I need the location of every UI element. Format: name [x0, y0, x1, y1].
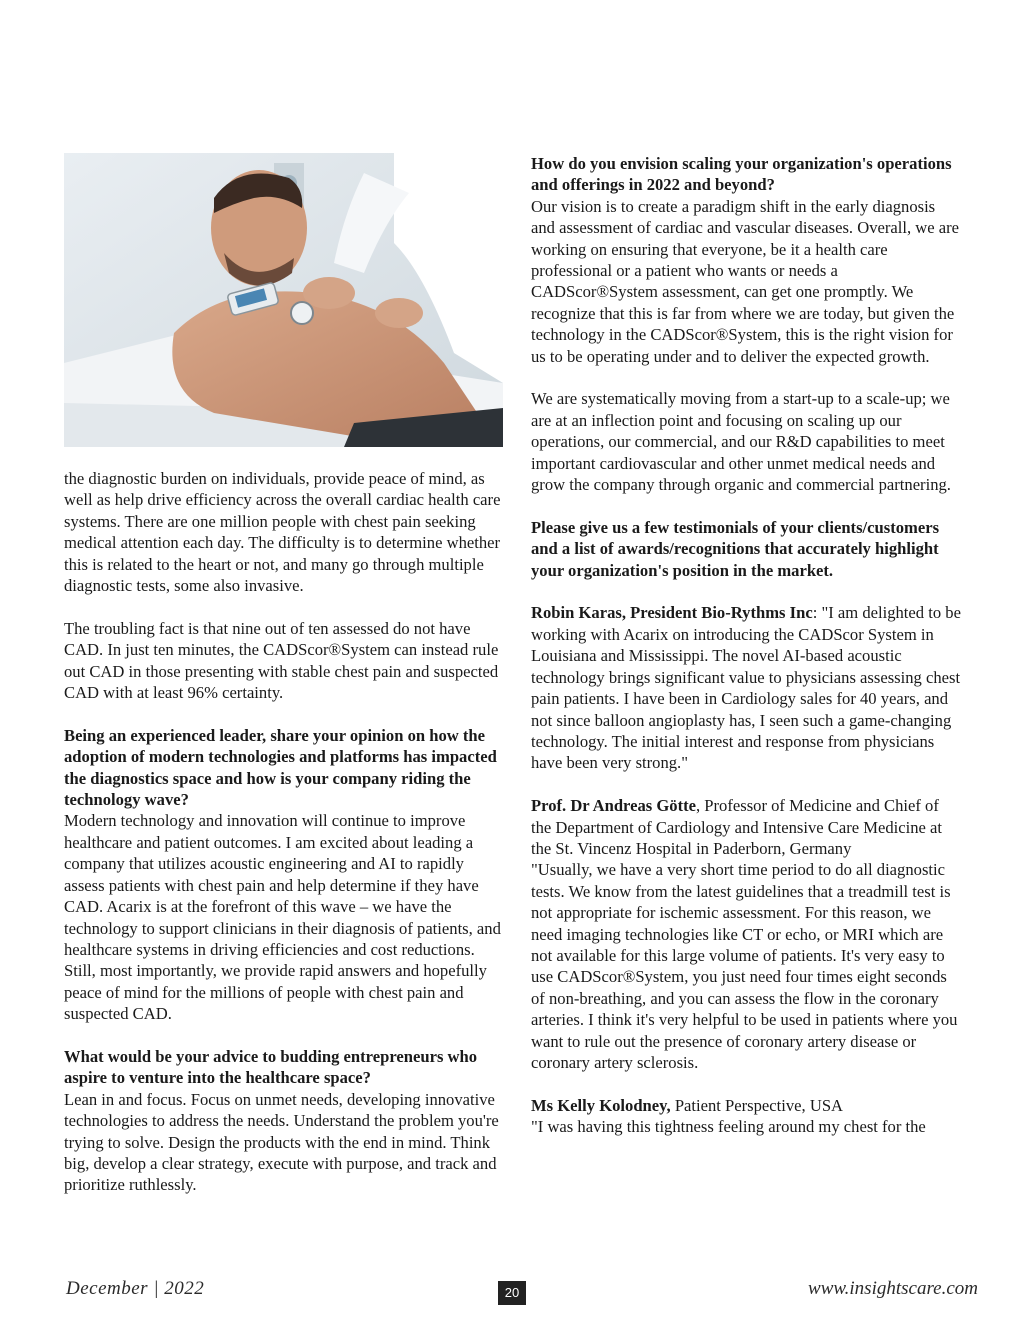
testimonial-role: Patient Perspective, USA: [670, 1095, 844, 1115]
testimonial-text: : "I am delighted to be working with Acarix on introducing the CADScor System in Louisiana and Mississippi. The novel AI-based acoustic technology brings significant value to physicians assessing chest pain patients. I have been in Cardiology sales for 40 years, and not since balloon angioplasty has, I seen such a game-changing technology. The initial interest and response from physicians have been very strong.": [531, 603, 961, 773]
page-number: 20: [498, 1281, 526, 1305]
answer-paragraph: Lean in and focus. Focus on unmet needs, developing innovative technologies to address the needs. Understand the problem you're trying to solve. Design the products with the end in mind. Think big, develop a clear strategy, execute with purpose, and track and prioritize ruthlessly.: [64, 1089, 499, 1195]
paragraph: We are systematically moving from a start-up to a scale-up; we are at an inflection point and focusing on scaling up our operations, our commercial, and our R&D capabilities to meet important cardiovascular and other unmet medical needs and grow the company through organic and commercial partnering.: [531, 389, 951, 495]
paragraph: the diagnostic burden on individuals, provide peace of mind, as well as help drive efficiency across the overall cardiac health care systems. There are one million people with chest pain seeking medical attention each day. The difficulty is to determine whether this is related to the heart or not, and many go through multiple diagnostic tests, some also invasive.: [64, 469, 501, 596]
testimonial-name: Robin Karas, President Bio-Rythms Inc: [531, 603, 813, 623]
article-photo: [64, 153, 503, 447]
left-column: [64, 468, 502, 1196]
answer-paragraph: Modern technology and innovation will continue to improve healthcare and patient outcomes. I am excited about leading a company that utilizes acoustic engineering and AI to rapidly assess patients with chest pain and help determine if they have CAD. Acarix is at the forefront of this wave – we have the technology to support clinicians in their diagnosis of patients, and healthcare systems in driving efficiencies and cost reductions. Still, most importantly, we provide rapid answers and hopefully peace of mind for the millions of people with chest pain and suspected CAD.: [64, 811, 501, 1024]
question-heading: Being an experienced leader, share your opinion on how the adoption of modern technologies and platforms has impacted the diagnostics space and how is your company riding the technology wave?: [64, 725, 497, 810]
footer-date: December | 2022: [66, 1278, 205, 1299]
testimonial-text: "I was having this tightness feeling around my chest for the: [531, 1117, 926, 1137]
question-heading: What would be your advice to budding entrepreneurs who aspire to venture into the healthcare space?: [64, 1046, 478, 1088]
right-column: [531, 153, 963, 1138]
testimonial: [531, 795, 963, 859]
testimonial-role: , Professor of Medicine and Chief of the Department of Cardiology and Intensive Care Medicine at the St. Vincenz Hospital in Paderborn, Germany: [531, 796, 943, 858]
question-heading: How do you envision scaling your organization's operations and offerings in 2022 and beyond?: [531, 154, 952, 195]
testimonial: [531, 602, 963, 773]
footer-website[interactable]: www.insightscare.com: [808, 1278, 978, 1299]
question-heading: Please give us a few testimonials of your clients/customers and a list of awards/recognitions that accurately highlight your organization's position in the market.: [531, 517, 940, 580]
testimonial: [531, 1095, 963, 1116]
paragraph: The troubling fact is that nine out of ten assessed do not have CAD. In just ten minutes, the CADScor®System can instead rule out CAD in those presenting with stable chest pain and suspected CAD with at least 96% certainty.: [64, 618, 499, 703]
testimonial-name: Prof. Dr Andreas Götte: [531, 796, 696, 816]
testimonial-name: Ms Kelly Kolodney,: [531, 1095, 671, 1115]
answer-paragraph: Our vision is to create a paradigm shift in the early diagnosis and assessment of cardiac and vascular diseases. Overall, we are working on ensuring that everyone, be it a health care professional or a patient who wants or needs a CADScor®System assessment, can get one promptly. We recognize that this is far from where we are today, but given the technology in the CADScor®System, this is the right vision for us to be operating under and to deliver the expected growth.: [531, 196, 960, 366]
testimonial-text: "Usually, we have a very short time period to do all diagnostic tests. We know from the latest guidelines that a treadmill test is not appropriate for ischemic assessment. For this reason, we need imaging technologies like CT or echo, or MRI which are not available for this large volume of patients. It's very easy to use CADScor®System, you just need four times eight seconds of non-breathing, and you can assess the flow in the coronary arteries. I think it's very helpful to be used in patients where you want to rule out the presence of coronary artery disease or coronary artery sclerosis.: [531, 860, 958, 1072]
